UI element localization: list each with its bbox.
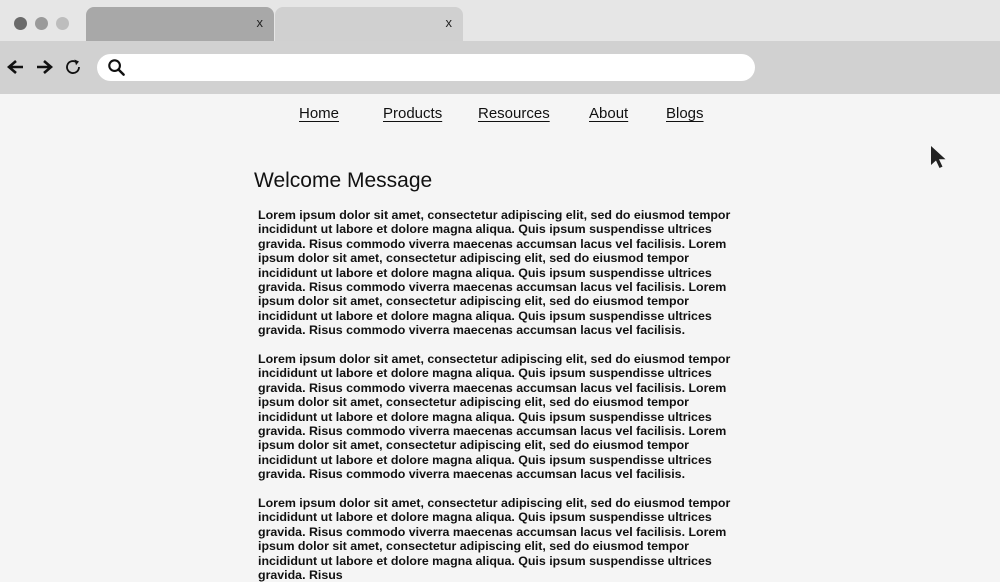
window-minimize-dot[interactable] [35,17,48,30]
nav-link-home[interactable]: Home [299,105,340,122]
address-bar[interactable] [97,54,755,81]
arrow-right-icon[interactable] [34,57,54,77]
mouse-pointer-icon [928,144,948,170]
tab-close-button[interactable]: x [445,15,452,30]
address-input[interactable] [133,57,747,79]
nav-link-blogs[interactable]: Blogs [666,105,704,122]
tab-close-button[interactable]: x [256,15,263,30]
arrow-left-icon[interactable] [6,57,26,77]
browser-toolbar [0,41,1000,94]
window-maximize-dot[interactable] [56,17,69,30]
body-paragraph: Lorem ipsum dolor sit amet, consectetur adipiscing elit, sed do eiusmod tempor incididunt ut labore et dolore magna aliqua. Quis ipsum suspendisse ultrices gravida. Risus commodo viverra maecenas accumsan lacus vel facilisis. Lorem ipsum dolor sit amet, consectetur adipiscing elit, sed do eiusmod tempor incididunt ut labore et dolore magna aliqua. Quis ipsum suspendisse ultrices gravida. Risus commodo viverra maecenas accumsan lacus vel facilisis. Lorem ipsum dolor sit amet, consectetur adipiscing elit, sed do eiusmod tempor incididunt ut labore et dolore magna aliqua. Quis ipsum suspendisse ultrices gravida. Risus commodo viverra maecenas accumsan lacus vel facilisis. [258,208,731,338]
browser-tab[interactable] [275,7,463,41]
browser-tab-active[interactable] [86,7,274,41]
body-paragraph: Lorem ipsum dolor sit amet, consectetur adipiscing elit, sed do eiusmod tempor incididunt ut labore et dolore magna aliqua. Quis ipsum suspendisse ultrices gravida. Risus commodo viverra maecenas accumsan lacus vel facilisis. Lorem ipsum dolor sit amet, consectetur adipiscing elit, sed do eiusmod tempor incididunt ut labore et dolore magna aliqua. Quis ipsum suspendisse ultrices gravida. Risus commodo viverra maecenas accumsan lacus vel facilisis. Lorem ipsum dolor sit amet, consectetur adipiscing elit, sed do eiusmod tempor incididunt ut labore et dolore magna aliqua. Quis ipsum suspendisse ultrices gravida. Risus commodo viverra maecenas accumsan lacus vel facilisis. [258,352,731,482]
body-paragraph: Lorem ipsum dolor sit amet, consectetur adipiscing elit, sed do eiusmod tempor incididunt ut labore et dolore magna aliqua. Quis ipsum suspendisse ultrices gravida. Risus commodo viverra maecenas accumsan lacus vel facilisis. Lorem ipsum dolor sit amet, consectetur adipiscing elit, sed do eiusmod tempor incididunt ut labore et dolore magna aliqua. Quis ipsum suspendisse ultrices gravida. Risus [258,496,731,582]
nav-link-products[interactable]: Products [383,105,443,122]
reload-icon[interactable] [63,57,83,77]
page-title: Welcome Message [254,169,433,192]
nav-link-resources[interactable]: Resources [478,105,550,122]
tab-strip [0,0,1000,41]
nav-link-about[interactable]: About [589,105,629,122]
search-icon [107,58,126,77]
window-close-dot[interactable] [14,17,27,30]
